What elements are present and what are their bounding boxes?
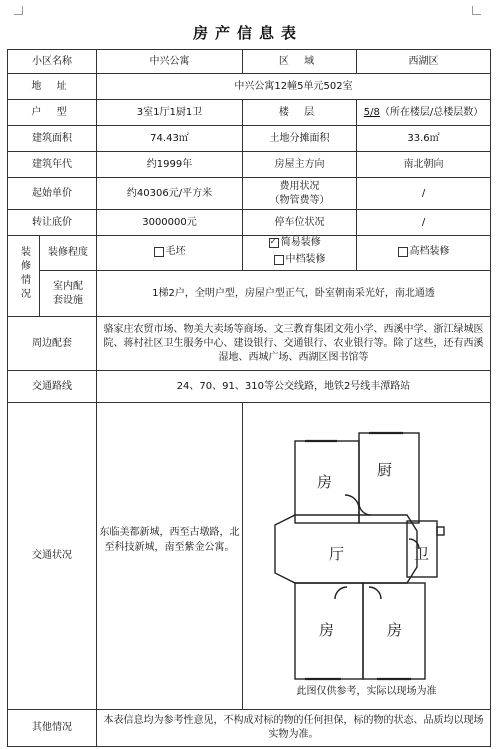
plan-door-swing (345, 495, 359, 509)
fee-label-line2: （物管费等） (269, 194, 330, 206)
district-label: 区 域 (243, 50, 357, 74)
fee-label (243, 178, 357, 210)
option-label: 简易装修 (280, 237, 321, 248)
parking-label: 停车位状况 (243, 210, 357, 236)
floor-plan-cell (243, 403, 491, 710)
layout-value: 3室1厅1厨1卫 (97, 100, 243, 126)
page-title: 房产信息表 (192, 24, 303, 42)
floor-label: 楼 层 (243, 100, 357, 126)
plan-label-living: 厅 (329, 545, 345, 563)
floor-plan-image (251, 403, 491, 703)
plan-door-swing (369, 587, 381, 599)
decoration-option-cell (97, 236, 243, 271)
decoration-group-text: 装修情况 (18, 245, 30, 302)
row-area (8, 126, 491, 152)
total-price-label: 转让底价 (8, 210, 97, 236)
surroundings-label: 周边配套 (8, 317, 97, 371)
routes-label: 交通路线 (8, 371, 97, 403)
traffic-label: 交通状况 (8, 403, 97, 710)
area-value: 74.43㎡ (97, 126, 243, 152)
traffic-value: 东临美都新城，西至古墩路，北至科技新城，南至紫金公寓。 (99, 527, 240, 553)
decoration-degree-label: 装修程度 (40, 236, 97, 271)
unit-price-label: 起始单价 (8, 178, 97, 210)
fee-value: / (357, 178, 491, 210)
margin-corner-mark (14, 6, 23, 15)
checkbox-rough[interactable] (154, 247, 164, 257)
land-area-value: 33.6㎡ (357, 126, 491, 152)
orientation-label: 房屋主方向 (243, 152, 357, 178)
row-total-price (8, 210, 491, 236)
decoration-option-simple[interactable] (269, 236, 321, 250)
plan-label-bedroom: 房 (387, 621, 403, 639)
facilities-label-line1: 室内配 (53, 280, 83, 292)
routes-value: 24、70、91、310等公交线路，地铁2号线丰潭路站 (97, 371, 491, 403)
row-year (8, 152, 491, 178)
checkbox-simple[interactable] (269, 238, 279, 248)
year-value: 约1999年 (97, 152, 243, 178)
community-value: 中兴公寓 (97, 50, 243, 74)
layout-label: 户 型 (8, 100, 97, 126)
floor-note: （所在楼层/总楼层数） (379, 106, 484, 118)
row-surroundings (8, 317, 491, 371)
floor-plan-caption: 此图仅供参考，实际以现场为准 (296, 686, 437, 697)
parking-value: / (357, 210, 491, 236)
floor-plan-wrap (243, 403, 490, 709)
plan-label-kitchen: 厨 (377, 461, 393, 479)
address-value: 中兴公寓12幢5单元502室 (97, 74, 491, 100)
option-label: 高档装修 (409, 245, 450, 257)
row-layout (8, 100, 491, 126)
surroundings-value: 骆家庄农贸市场、物美大卖场等商场、文三教育集团文苑小学、西溪中学、浙江绿城医院、蒋村社区卫生服务中心、建设银行、交通银行、农业银行等。除了这些，还有西溪湿地、西城广场、西湖区图书馆等 (97, 317, 491, 371)
row-community (8, 50, 491, 74)
total-price-value: 3000000元 (97, 210, 243, 236)
property-info-table (7, 49, 491, 747)
decoration-group-label (8, 236, 40, 317)
option-label: 中档装修 (285, 254, 326, 265)
row-address (8, 74, 491, 100)
other-value: 本表信息均为参考性意见，不构成对标的物的任何担保，标的物的状态、品质均以现场实物为准。 (97, 710, 491, 747)
plan-fixture (437, 527, 444, 535)
plan-door-swing (359, 503, 371, 515)
facilities-label (40, 271, 97, 317)
plan-door-swing (335, 587, 347, 599)
floor-value: 5/8 (363, 106, 380, 118)
decoration-option-high[interactable] (398, 245, 450, 259)
area-label: 建筑面积 (8, 126, 97, 152)
decoration-option-cell (243, 236, 357, 271)
plan-room-living (275, 515, 417, 583)
row-other (8, 710, 491, 747)
land-area-label: 土地分摊面积 (243, 126, 357, 152)
decoration-option-cell (357, 236, 491, 271)
community-label: 小区名称 (8, 50, 97, 74)
year-label: 建筑年代 (8, 152, 97, 178)
facilities-label-line2: 套设施 (53, 294, 83, 306)
plan-label-bedroom: 房 (317, 473, 333, 491)
address-label: 地 址 (8, 74, 97, 100)
traffic-note-cell (97, 403, 243, 710)
option-label: 毛坯 (165, 245, 186, 257)
row-routes (8, 371, 491, 403)
floor-cell (357, 100, 491, 126)
orientation-value: 南北朝向 (357, 152, 491, 178)
checkbox-high[interactable] (398, 247, 408, 257)
checkbox-mid[interactable] (274, 255, 284, 265)
facilities-value: 1梯2户，全明户型，房屋户型正气，卧室朝南采光好，南北通透 (97, 271, 491, 317)
margin-corner-mark (472, 6, 481, 15)
district-value: 西湖区 (357, 50, 491, 74)
other-label: 其他情况 (8, 710, 97, 747)
row-facilities (8, 271, 491, 317)
decoration-option-rough[interactable] (154, 245, 186, 259)
decoration-option-mid[interactable] (274, 253, 326, 267)
row-decoration-degree (8, 236, 491, 271)
fee-label-line1: 费用状况 (279, 180, 320, 192)
row-traffic (8, 403, 491, 710)
unit-price-value: 约40306元/平方米 (97, 178, 243, 210)
row-price (8, 178, 491, 210)
plan-label-bedroom: 房 (319, 621, 335, 639)
plan-label-bathroom: 卫 (414, 545, 430, 563)
